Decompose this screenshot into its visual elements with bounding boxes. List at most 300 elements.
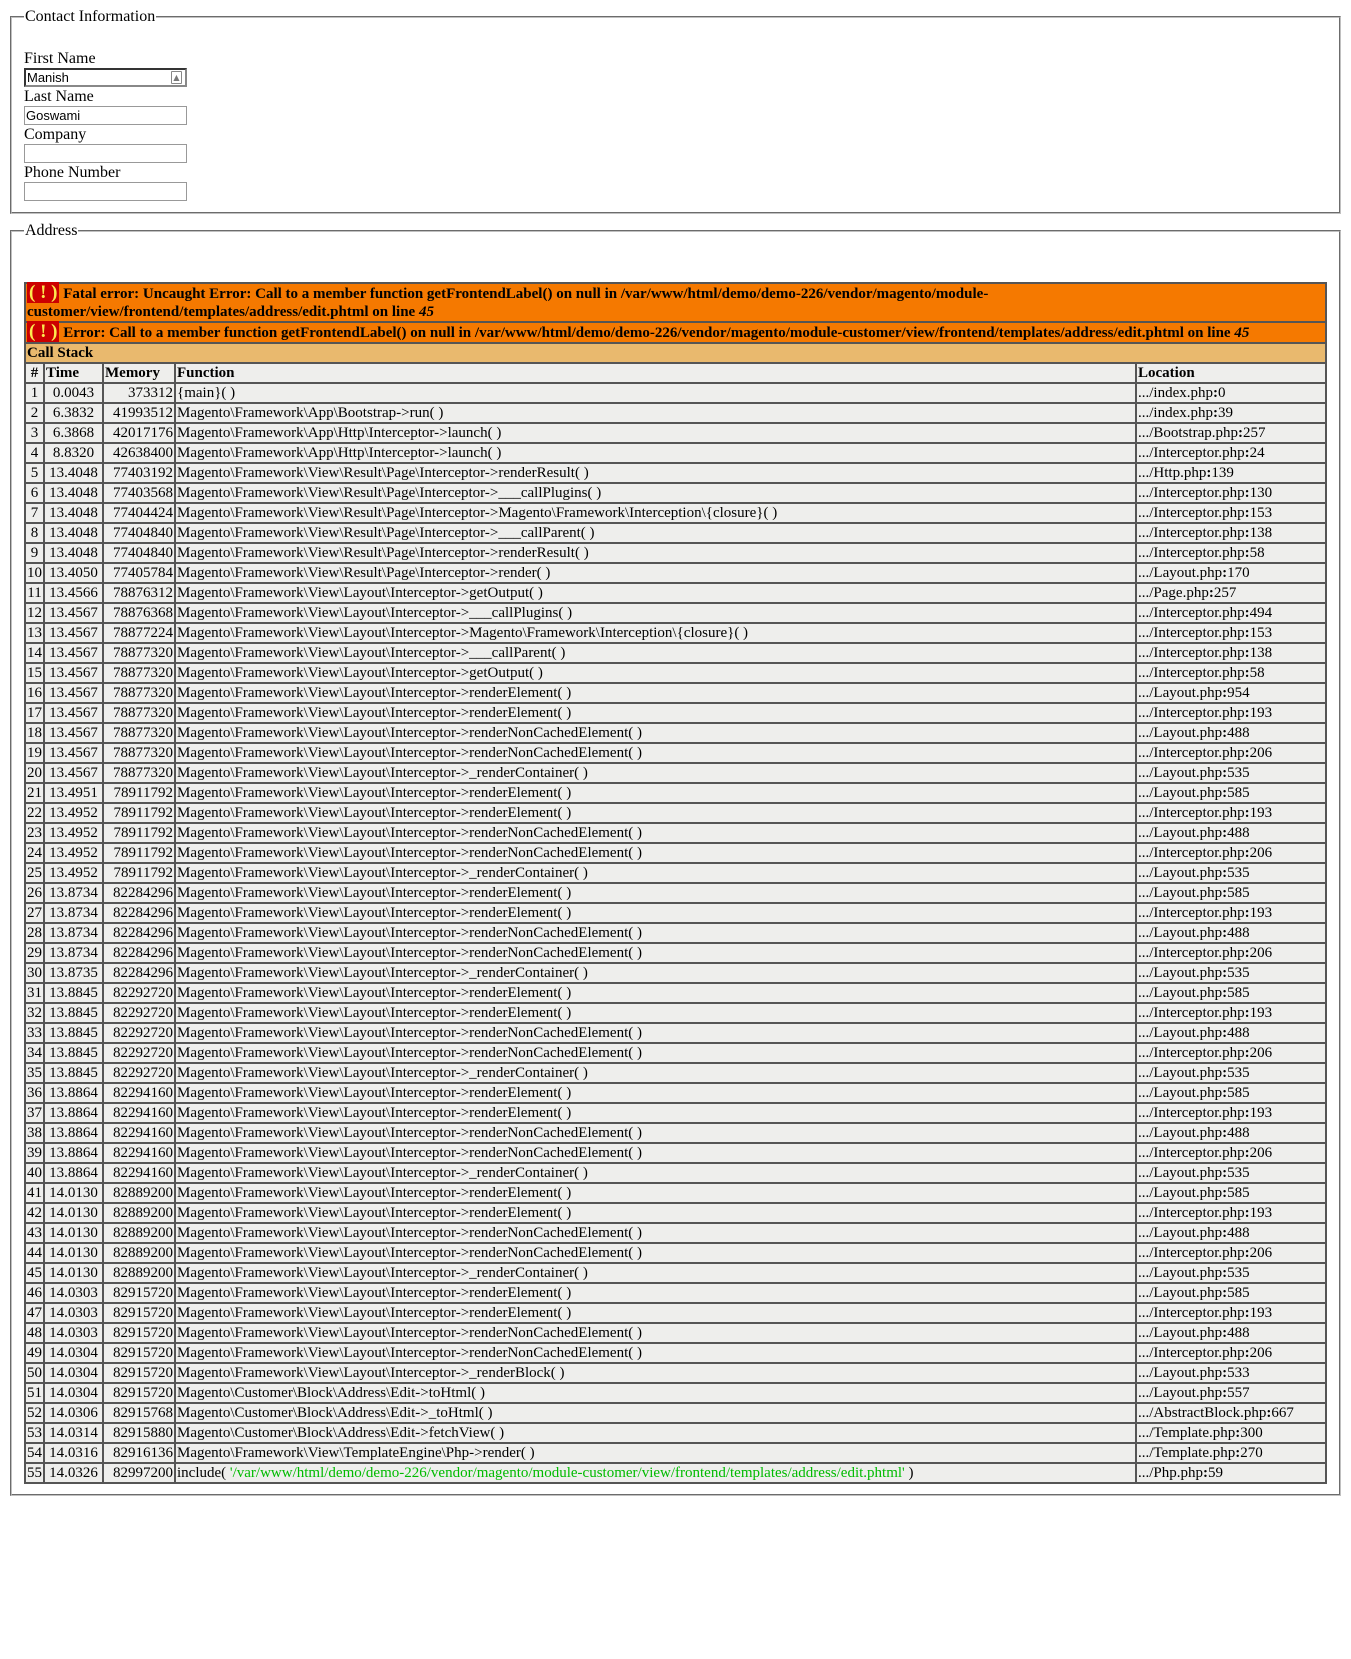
frame-time: 13.4567 xyxy=(44,723,103,743)
col-header-memory: Memory xyxy=(103,363,175,383)
location-line: 535 xyxy=(1227,1265,1250,1281)
location-file: .../Interceptor.php xyxy=(1138,1205,1245,1221)
frame-memory: 78877320 xyxy=(103,703,175,723)
frame-memory: 82915768 xyxy=(103,1403,175,1423)
location-line: 488 xyxy=(1227,725,1250,741)
frame-function xyxy=(175,883,1136,903)
frame-index: 1 xyxy=(25,383,44,403)
frame-time: 13.4567 xyxy=(44,763,103,783)
location-file: .../index.php xyxy=(1138,385,1213,401)
frame-memory: 373312 xyxy=(103,383,175,403)
frame-function xyxy=(175,443,1136,463)
frame-time: 8.8320 xyxy=(44,443,103,463)
table-row xyxy=(25,763,1326,783)
frame-time: 13.4567 xyxy=(44,743,103,763)
contact-information-legend: Contact Information xyxy=(25,8,156,25)
frame-location xyxy=(1136,463,1326,483)
company-input[interactable] xyxy=(24,144,187,163)
phone-number-input[interactable] xyxy=(24,182,187,201)
location-line: 535 xyxy=(1227,1165,1250,1181)
frame-time: 6.3868 xyxy=(44,423,103,443)
function-name: Magento\Framework\View\Layout\Interceptor->_renderContainer( ) xyxy=(177,1165,588,1181)
frame-function xyxy=(175,1063,1136,1083)
frame-time: 13.8845 xyxy=(44,1063,103,1083)
location-line: 488 xyxy=(1227,825,1250,841)
location-line: 206 xyxy=(1249,745,1273,761)
location-line: 667 xyxy=(1271,1405,1294,1421)
location-line: 153 xyxy=(1249,625,1273,641)
location-file: .../Interceptor.php xyxy=(1138,705,1245,721)
frame-function xyxy=(175,803,1136,823)
frame-time: 6.3832 xyxy=(44,403,103,423)
location-file: .../Layout.php xyxy=(1138,925,1223,941)
error-on-line: on line xyxy=(1183,325,1235,341)
function-name: Magento\Customer\Block\Address\Edit->fetchView( ) xyxy=(177,1425,505,1441)
location-line: 193 xyxy=(1249,905,1273,921)
frame-memory: 82889200 xyxy=(103,1203,175,1223)
frame-index: 3 xyxy=(25,423,44,443)
function-name: Magento\Framework\View\Layout\Interceptor->getOutput( ) xyxy=(177,585,543,601)
location-separator: : xyxy=(1244,445,1250,461)
frame-index: 4 xyxy=(25,443,44,463)
frame-memory: 82292720 xyxy=(103,1043,175,1063)
location-separator: : xyxy=(1244,945,1250,961)
location-separator: : xyxy=(1222,1065,1228,1081)
frame-memory: 77403192 xyxy=(103,463,175,483)
frame-location xyxy=(1136,443,1326,463)
location-file: .../Interceptor.php xyxy=(1138,485,1245,501)
location-line: 0 xyxy=(1218,385,1226,401)
location-line: 257 xyxy=(1243,425,1266,441)
function-name: Magento\Framework\View\Result\Page\Interceptor->renderResult( ) xyxy=(177,545,589,561)
frame-index: 44 xyxy=(27,1245,42,1261)
location-line: 488 xyxy=(1227,1125,1250,1141)
location-separator: : xyxy=(1244,525,1250,541)
location-separator: : xyxy=(1222,1265,1228,1281)
location-file: .../Interceptor.php xyxy=(1138,545,1245,561)
frame-time: 13.4048 xyxy=(44,543,103,563)
frame-function xyxy=(175,1383,1136,1403)
frame-time: 14.0130 xyxy=(44,1223,103,1243)
location-separator: : xyxy=(1244,705,1250,721)
frame-index: 9 xyxy=(25,543,44,563)
location-separator: : xyxy=(1244,1045,1250,1061)
frame-location xyxy=(1136,523,1326,543)
frame-index: 22 xyxy=(27,805,42,821)
frame-time: 14.0303 xyxy=(44,1303,103,1323)
location-line: 206 xyxy=(1249,845,1273,861)
frame-index: 50 xyxy=(27,1365,42,1381)
frame-function xyxy=(175,1423,1136,1443)
frame-function xyxy=(175,963,1136,983)
frame-location xyxy=(1136,423,1326,443)
frame-function xyxy=(175,923,1136,943)
table-row xyxy=(25,803,1326,823)
location-separator: : xyxy=(1222,1365,1228,1381)
table-row xyxy=(25,483,1326,503)
location-line: 39 xyxy=(1218,405,1233,421)
frame-function xyxy=(175,403,1136,423)
frame-location xyxy=(1136,883,1326,903)
location-file: .../Page.php xyxy=(1138,585,1209,601)
frame-memory: 78911792 xyxy=(103,803,175,823)
function-name: Magento\Framework\View\Result\Page\Interceptor->___callPlugins( ) xyxy=(177,485,602,501)
frame-time: 13.4951 xyxy=(44,783,103,803)
frame-time: 13.4048 xyxy=(44,503,103,523)
function-name: include( xyxy=(177,1465,230,1481)
location-line: 193 xyxy=(1249,805,1273,821)
frame-time: 13.8734 xyxy=(44,923,103,943)
location-separator: : xyxy=(1213,405,1218,421)
frame-location xyxy=(1136,1283,1326,1303)
frame-time: 14.0303 xyxy=(44,1323,103,1343)
frame-index: 15 xyxy=(27,665,42,681)
function-name: Magento\Framework\View\Layout\Interceptor->renderNonCachedElement( ) xyxy=(177,1245,642,1261)
frame-location xyxy=(1136,1143,1326,1163)
location-separator: : xyxy=(1244,625,1250,641)
table-row xyxy=(25,1043,1326,1063)
frame-index: 43 xyxy=(27,1225,42,1241)
frame-location xyxy=(1136,1103,1326,1123)
table-row xyxy=(25,503,1326,523)
frame-function xyxy=(175,1343,1136,1363)
frame-function xyxy=(175,1403,1136,1423)
table-row xyxy=(25,1143,1326,1163)
frame-function xyxy=(175,503,1136,523)
frame-function xyxy=(175,1323,1136,1343)
table-row xyxy=(25,1223,1326,1243)
table-row xyxy=(25,403,1326,423)
frame-memory: 82294160 xyxy=(103,1143,175,1163)
location-file: .../Layout.php xyxy=(1138,1165,1223,1181)
table-row xyxy=(25,983,1326,1003)
frame-index: 5 xyxy=(25,463,44,483)
contact-information-fieldset xyxy=(10,8,1341,214)
frame-time: 14.0316 xyxy=(44,1443,103,1463)
location-separator: : xyxy=(1266,1405,1272,1421)
frame-index: 30 xyxy=(27,965,42,981)
location-file: .../Layout.php xyxy=(1138,1365,1223,1381)
frame-memory: 78877320 xyxy=(103,683,175,703)
frame-memory: 77405784 xyxy=(103,563,175,583)
call-stack-title-row xyxy=(25,343,1326,363)
frame-index: 52 xyxy=(27,1405,42,1421)
frame-index: 38 xyxy=(27,1125,42,1141)
function-name: Magento\Framework\View\Result\Page\Interceptor->render( ) xyxy=(177,565,551,581)
function-name: Magento\Framework\View\Layout\Interceptor->renderElement( ) xyxy=(177,1185,572,1201)
frame-memory: 82284296 xyxy=(103,883,175,903)
location-separator: : xyxy=(1213,385,1218,401)
frame-time: 14.0326 xyxy=(44,1463,103,1483)
frame-time: 14.0304 xyxy=(44,1363,103,1383)
function-name: Magento\Framework\View\Layout\Interceptor->renderElement( ) xyxy=(177,805,572,821)
last-name-label: Last Name xyxy=(24,88,94,105)
location-separator: : xyxy=(1244,665,1250,681)
frame-index: 45 xyxy=(27,1265,42,1281)
frame-function xyxy=(175,523,1136,543)
frame-time: 13.8734 xyxy=(44,943,103,963)
table-row xyxy=(25,1303,1326,1323)
location-line: 170 xyxy=(1227,565,1250,581)
frame-index: 39 xyxy=(27,1145,42,1161)
frame-time: 13.4952 xyxy=(44,843,103,863)
location-line: 488 xyxy=(1227,1225,1250,1241)
frame-memory: 82997200 xyxy=(103,1463,175,1483)
location-separator: : xyxy=(1222,785,1228,801)
location-separator: : xyxy=(1222,965,1228,981)
function-name: Magento\Framework\View\Layout\Interceptor->renderNonCachedElement( ) xyxy=(177,725,642,741)
table-row xyxy=(25,583,1326,603)
frame-function xyxy=(175,943,1136,963)
frame-location xyxy=(1136,1443,1326,1463)
frame-location xyxy=(1136,803,1326,823)
table-row xyxy=(25,1403,1326,1423)
location-separator: : xyxy=(1244,845,1250,861)
table-row xyxy=(25,1003,1326,1023)
error-alert-icon: ( ! ) xyxy=(29,321,58,342)
table-row xyxy=(25,1323,1326,1343)
frame-time: 14.0130 xyxy=(44,1243,103,1263)
fatal-error-file: /var/www/html/demo/demo-226/vendor/magento/module-customer/view/frontend/templates/address/edit.phtml xyxy=(27,286,989,320)
location-separator: : xyxy=(1238,425,1243,441)
location-line: 206 xyxy=(1249,1245,1273,1261)
function-name: Magento\Framework\View\Layout\Interceptor->_renderContainer( ) xyxy=(177,1065,588,1081)
location-separator: : xyxy=(1244,1345,1250,1361)
frame-memory: 78911792 xyxy=(103,823,175,843)
frame-function xyxy=(175,483,1136,503)
frame-memory: 41993512 xyxy=(103,403,175,423)
frame-function xyxy=(175,1163,1136,1183)
frame-function xyxy=(175,743,1136,763)
frame-index: 17 xyxy=(27,705,42,721)
frame-time: 13.4048 xyxy=(44,483,103,503)
frame-location xyxy=(1136,1363,1326,1383)
frame-time: 13.4567 xyxy=(44,603,103,623)
location-separator: : xyxy=(1222,1385,1228,1401)
location-file: .../AbstractBlock.php xyxy=(1138,1405,1267,1421)
location-separator: : xyxy=(1222,565,1228,581)
frame-memory: 82916136 xyxy=(103,1443,175,1463)
table-row xyxy=(25,463,1326,483)
table-row xyxy=(25,883,1326,903)
frame-index: 8 xyxy=(25,523,44,543)
error-file: /var/www/html/demo/demo-226/vendor/magento/module-customer/view/frontend/templates/address/edit.phtml xyxy=(474,325,1184,341)
location-separator: : xyxy=(1244,485,1250,501)
function-name: Magento\Framework\View\Layout\Interceptor->_renderContainer( ) xyxy=(177,865,588,881)
frame-location xyxy=(1136,603,1326,623)
frame-function xyxy=(175,683,1136,703)
location-line: 488 xyxy=(1227,925,1250,941)
frame-memory: 78911792 xyxy=(103,863,175,883)
location-file: .../Bootstrap.php xyxy=(1138,425,1238,441)
function-name: Magento\Framework\View\Layout\Interceptor->renderElement( ) xyxy=(177,1305,572,1321)
location-file: .../Layout.php xyxy=(1138,1065,1223,1081)
table-row xyxy=(25,863,1326,883)
frame-memory: 82915720 xyxy=(103,1343,175,1363)
frame-function xyxy=(175,383,1136,403)
function-name: Magento\Framework\View\TemplateEngine\Php->render( ) xyxy=(177,1445,535,1461)
function-name: Magento\Framework\View\Layout\Interceptor->renderNonCachedElement( ) xyxy=(177,825,642,841)
frame-function xyxy=(175,543,1136,563)
location-file: .../Interceptor.php xyxy=(1138,945,1245,961)
table-row xyxy=(25,423,1326,443)
location-separator: : xyxy=(1222,1185,1228,1201)
last-name-input[interactable] xyxy=(24,106,187,125)
frame-memory: 77404840 xyxy=(103,543,175,563)
frame-function xyxy=(175,823,1136,843)
location-file: .../Interceptor.php xyxy=(1138,745,1245,761)
frame-function xyxy=(175,723,1136,743)
location-line: 533 xyxy=(1227,1365,1250,1381)
function-name: Magento\Framework\View\Layout\Interceptor->___callPlugins( ) xyxy=(177,605,573,621)
function-name: Magento\Framework\View\Layout\Interceptor->_renderContainer( ) xyxy=(177,765,588,781)
location-file: .../Layout.php xyxy=(1138,1265,1223,1281)
function-name: Magento\Framework\View\Layout\Interceptor->renderElement( ) xyxy=(177,885,572,901)
frame-time: 13.8864 xyxy=(44,1103,103,1123)
location-line: 193 xyxy=(1249,1205,1273,1221)
frame-memory: 42638400 xyxy=(103,443,175,463)
frame-time: 14.0314 xyxy=(44,1423,103,1443)
location-separator: : xyxy=(1235,1425,1241,1441)
frame-location xyxy=(1136,783,1326,803)
location-file: .../Template.php xyxy=(1138,1445,1236,1461)
frame-time: 14.0130 xyxy=(44,1263,103,1283)
frame-memory: 82294160 xyxy=(103,1123,175,1143)
frame-memory: 78911792 xyxy=(103,783,175,803)
frame-function xyxy=(175,1083,1136,1103)
table-row xyxy=(25,623,1326,643)
location-file: .../Interceptor.php xyxy=(1138,665,1245,681)
frame-index: 33 xyxy=(27,1025,42,1041)
location-line: 193 xyxy=(1249,1005,1273,1021)
location-separator: : xyxy=(1244,805,1250,821)
function-name: Magento\Framework\View\Layout\Interceptor->renderNonCachedElement( ) xyxy=(177,1345,642,1361)
frame-function xyxy=(175,583,1136,603)
function-name: Magento\Framework\App\Bootstrap->run( ) xyxy=(177,405,444,421)
location-file: .../Layout.php xyxy=(1138,825,1223,841)
function-name: Magento\Framework\View\Result\Page\Interceptor->___callParent( ) xyxy=(177,525,595,541)
frame-location xyxy=(1136,403,1326,423)
frame-memory: 77404840 xyxy=(103,523,175,543)
frame-time: 13.8845 xyxy=(44,1023,103,1043)
frame-function xyxy=(175,1103,1136,1123)
frame-location xyxy=(1136,1043,1326,1063)
location-line: 557 xyxy=(1227,1385,1250,1401)
frame-index: 49 xyxy=(27,1345,42,1361)
location-line: 58 xyxy=(1249,545,1265,561)
frame-function xyxy=(175,1463,1136,1483)
frame-time: 0.0043 xyxy=(44,383,103,403)
location-line: 153 xyxy=(1249,505,1273,521)
frame-time: 13.4567 xyxy=(44,663,103,683)
location-file: .../Interceptor.php xyxy=(1138,1245,1245,1261)
table-row xyxy=(25,383,1326,403)
frame-memory: 82915720 xyxy=(103,1303,175,1323)
frame-location xyxy=(1136,1423,1326,1443)
location-separator: : xyxy=(1244,545,1250,561)
frame-index: 11 xyxy=(25,583,44,603)
frame-memory: 82284296 xyxy=(103,923,175,943)
function-name: Magento\Framework\View\Layout\Interceptor->getOutput( ) xyxy=(177,665,543,681)
frame-memory: 82292720 xyxy=(103,1023,175,1043)
frame-memory: 82889200 xyxy=(103,1183,175,1203)
location-file: .../Layout.php xyxy=(1138,1225,1223,1241)
frame-index: 19 xyxy=(27,745,42,761)
location-file: .../Interceptor.php xyxy=(1138,905,1245,921)
frame-index: 25 xyxy=(27,865,42,881)
function-name: Magento\Framework\View\Layout\Interceptor->renderNonCachedElement( ) xyxy=(177,1125,642,1141)
location-separator: : xyxy=(1244,1145,1250,1161)
table-row xyxy=(25,563,1326,583)
frame-function xyxy=(175,983,1136,1003)
location-file: .../Interceptor.php xyxy=(1138,525,1245,541)
location-separator: : xyxy=(1235,1445,1241,1461)
frame-function xyxy=(175,1263,1136,1283)
location-file: .../Layout.php xyxy=(1138,865,1223,881)
function-name: Magento\Framework\View\Result\Page\Interceptor->Magento\Framework\Interception\{closure}( ) xyxy=(177,505,778,521)
frame-time: 13.4050 xyxy=(44,563,103,583)
frame-memory: 82294160 xyxy=(103,1163,175,1183)
frame-time: 14.0303 xyxy=(44,1283,103,1303)
location-file: .../Layout.php xyxy=(1138,1185,1223,1201)
frame-index: 27 xyxy=(27,905,42,921)
location-line: 24 xyxy=(1249,445,1265,461)
location-file: .../Http.php xyxy=(1138,465,1207,481)
location-file: .../Interceptor.php xyxy=(1138,645,1245,661)
frame-location xyxy=(1136,923,1326,943)
frame-time: 13.4952 xyxy=(44,823,103,843)
frame-time: 14.0304 xyxy=(44,1383,103,1403)
frame-index: 37 xyxy=(27,1105,42,1121)
frame-memory: 82889200 xyxy=(103,1243,175,1263)
frame-memory: 82915880 xyxy=(103,1423,175,1443)
frame-memory: 82284296 xyxy=(103,903,175,923)
col-header-location: Location xyxy=(1136,363,1326,383)
frame-function xyxy=(175,863,1136,883)
frame-function xyxy=(175,663,1136,683)
frame-function xyxy=(175,423,1136,443)
location-line: 138 xyxy=(1249,645,1273,661)
frame-location xyxy=(1136,943,1326,963)
table-row xyxy=(25,923,1326,943)
location-file: .../Interceptor.php xyxy=(1138,1305,1245,1321)
location-file: .../Layout.php xyxy=(1138,1385,1223,1401)
table-row xyxy=(25,1283,1326,1303)
frame-index: 32 xyxy=(27,1005,42,1021)
location-file: .../Layout.php xyxy=(1138,1085,1223,1101)
frame-location xyxy=(1136,743,1326,763)
location-file: .../Interceptor.php xyxy=(1138,625,1245,641)
location-line: 494 xyxy=(1249,605,1273,621)
table-row xyxy=(25,723,1326,743)
function-name: Magento\Framework\View\Layout\Interceptor->_renderBlock( ) xyxy=(177,1365,565,1381)
table-row xyxy=(25,1243,1326,1263)
table-row xyxy=(25,1083,1326,1103)
frame-index: 12 xyxy=(27,605,42,621)
frame-location xyxy=(1136,563,1326,583)
table-row xyxy=(25,1063,1326,1083)
location-file: .../Interceptor.php xyxy=(1138,1005,1245,1021)
frame-function xyxy=(175,1003,1136,1023)
function-name: Magento\Framework\View\Layout\Interceptor->Magento\Framework\Interception\{closure}( ) xyxy=(177,625,749,641)
first-name-input[interactable] xyxy=(24,68,187,87)
contact-card-icon[interactable]: ▲ xyxy=(171,71,182,84)
frame-function xyxy=(175,563,1136,583)
frame-location xyxy=(1136,1003,1326,1023)
location-separator: : xyxy=(1244,1245,1250,1261)
location-separator: : xyxy=(1222,1165,1228,1181)
col-header-index: # xyxy=(25,363,44,383)
